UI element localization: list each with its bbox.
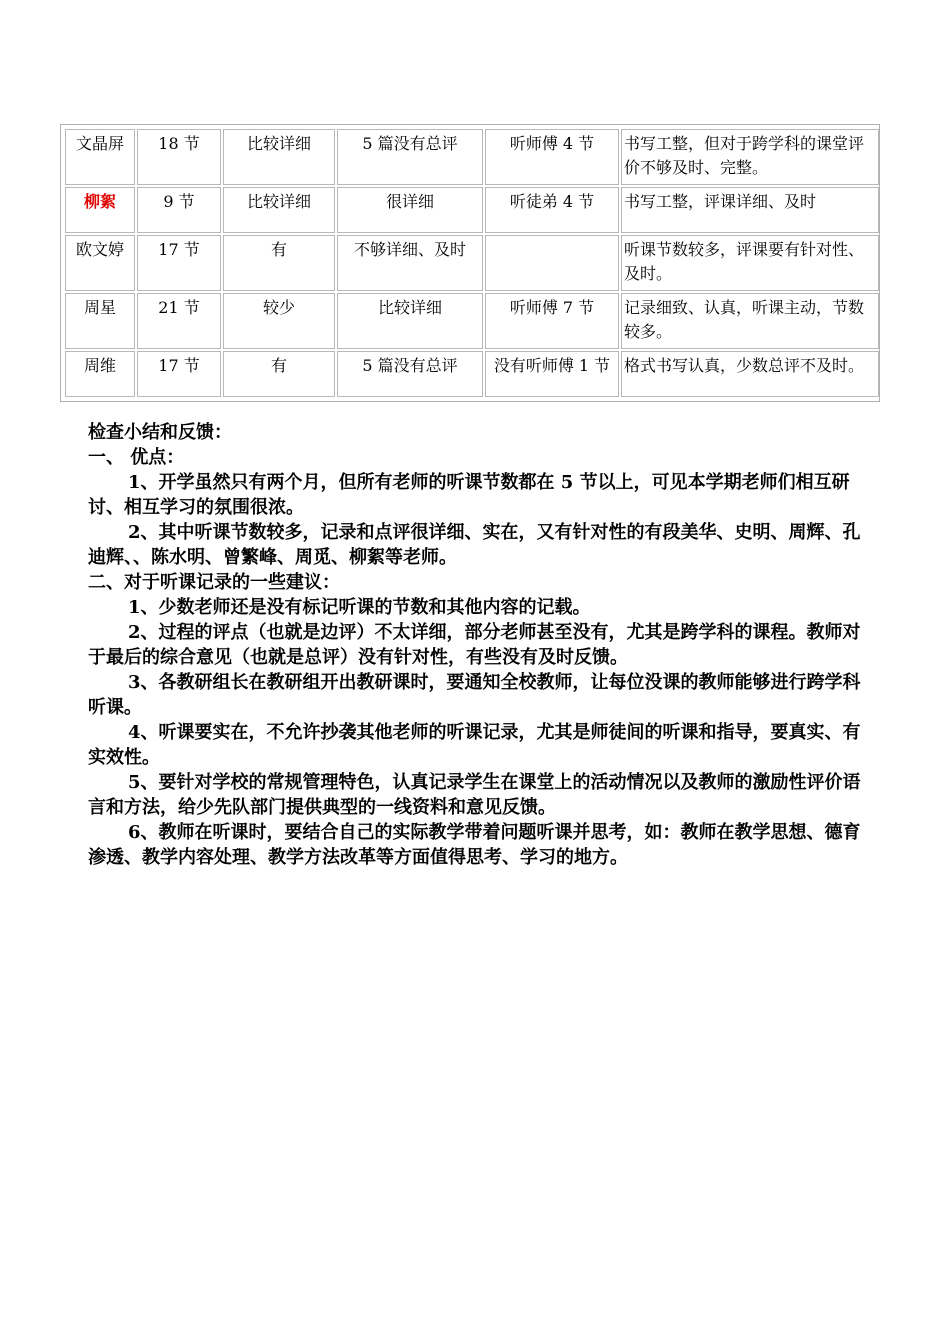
record-detail-cell: 有: [223, 351, 335, 397]
teacher-name-cell: 周维: [65, 351, 135, 397]
record-detail-cell: 比较详细: [223, 187, 335, 233]
record-detail-cell: 较少: [223, 293, 335, 349]
comment-cell: 听课节数较多，评课要有针对性、及时。: [621, 235, 879, 291]
paragraph: 6、教师在听课时，要结合自己的实际教学带着问题听课并思考，如：教师在教学思想、德育渗透、教学内容处理、教学方法改革等方面值得思考、学习的地方。: [88, 822, 861, 868]
comment-cell: 格式书写认真，少数总评不及时。: [621, 351, 879, 397]
record-table-container: [60, 124, 880, 402]
section-heading-suggestions: 二、对于听课记录的一些建议：: [88, 572, 340, 593]
record-detail-cell: 有: [223, 235, 335, 291]
teacher-name-cell: 文晶屏: [65, 129, 135, 185]
table-row: [65, 235, 879, 291]
review-detail-cell: 5 篇没有总评: [337, 351, 483, 397]
comment-cell: 书写工整，但对于跨学科的课堂评价不够及时、完整。: [621, 129, 879, 185]
table-row: [65, 293, 879, 349]
paragraph: 5、要针对学校的常规管理特色，认真记录学生在课堂上的活动情况以及教师的激励性评价语言和方法，给少先队部门提供典型的一线资料和意见反馈。: [88, 772, 861, 818]
paragraph: 2、其中听课节数较多，记录和点评很详细、实在，又有针对性的有段美华、史明、周辉、孔迪辉、、陈水明、曾繁峰、周觅、柳絮等老师。: [88, 522, 861, 568]
mentor-lessons-cell: 听师傅 4 节: [485, 129, 619, 185]
lesson-count-cell: 17 节: [137, 351, 221, 397]
mentor-lessons-cell: 听徒弟 4 节: [485, 187, 619, 233]
lesson-count-cell: 18 节: [137, 129, 221, 185]
teacher-name-cell: 欧文婷: [65, 235, 135, 291]
paragraph: 1、少数老师还是没有标记听课的节数和其他内容的记载。: [128, 597, 591, 618]
lesson-count-cell: 21 节: [137, 293, 221, 349]
teacher-name-cell: 柳絮: [65, 187, 135, 233]
paragraph: 1、开学虽然只有两个月，但所有老师的听课节数都在 5 节以上，可见本学期老师们相互研讨、相互学习的氛围很浓。: [88, 472, 850, 518]
teacher-name-cell: 周星: [65, 293, 135, 349]
table-row: [65, 351, 879, 397]
section-heading-strengths: 一、 优点：: [88, 447, 185, 468]
mentor-lessons-cell: 听师傅 7 节: [485, 293, 619, 349]
paragraph: 2、过程的评点（也就是边评）不太详细，部分老师甚至没有，尤其是跨学科的课程。教师对于最后的综合意见（也就是总评）没有针对性，有些没有及时反馈。: [88, 622, 861, 668]
summary-title: 检查小结和反馈：: [88, 422, 232, 443]
review-detail-cell: 比较详细: [337, 293, 483, 349]
paragraph: 3、各教研组长在教研组开出教研课时，要通知全校教师，让每位没课的教师能够进行跨学科听课。: [88, 672, 861, 718]
review-detail-cell: 不够详细、及时: [337, 235, 483, 291]
review-detail-cell: 很详细: [337, 187, 483, 233]
mentor-lessons-cell: [485, 235, 619, 291]
lesson-count-cell: 9 节: [137, 187, 221, 233]
table-row: [65, 129, 879, 185]
table-row: [65, 187, 879, 233]
review-detail-cell: 5 篇没有总评: [337, 129, 483, 185]
comment-cell: 记录细致、认真，听课主动，节数较多。: [621, 293, 879, 349]
record-detail-cell: 比较详细: [223, 129, 335, 185]
comment-cell: 书写工整，评课详细、及时: [621, 187, 879, 233]
paragraph: 4、听课要实在，不允许抄袭其他老师的听课记录，尤其是师徒间的听课和指导，要真实、有实效性。: [88, 722, 861, 768]
summary-section: [88, 420, 878, 870]
mentor-lessons-cell: 没有听师傅 1 节: [485, 351, 619, 397]
record-table: [63, 127, 881, 399]
lesson-count-cell: 17 节: [137, 235, 221, 291]
